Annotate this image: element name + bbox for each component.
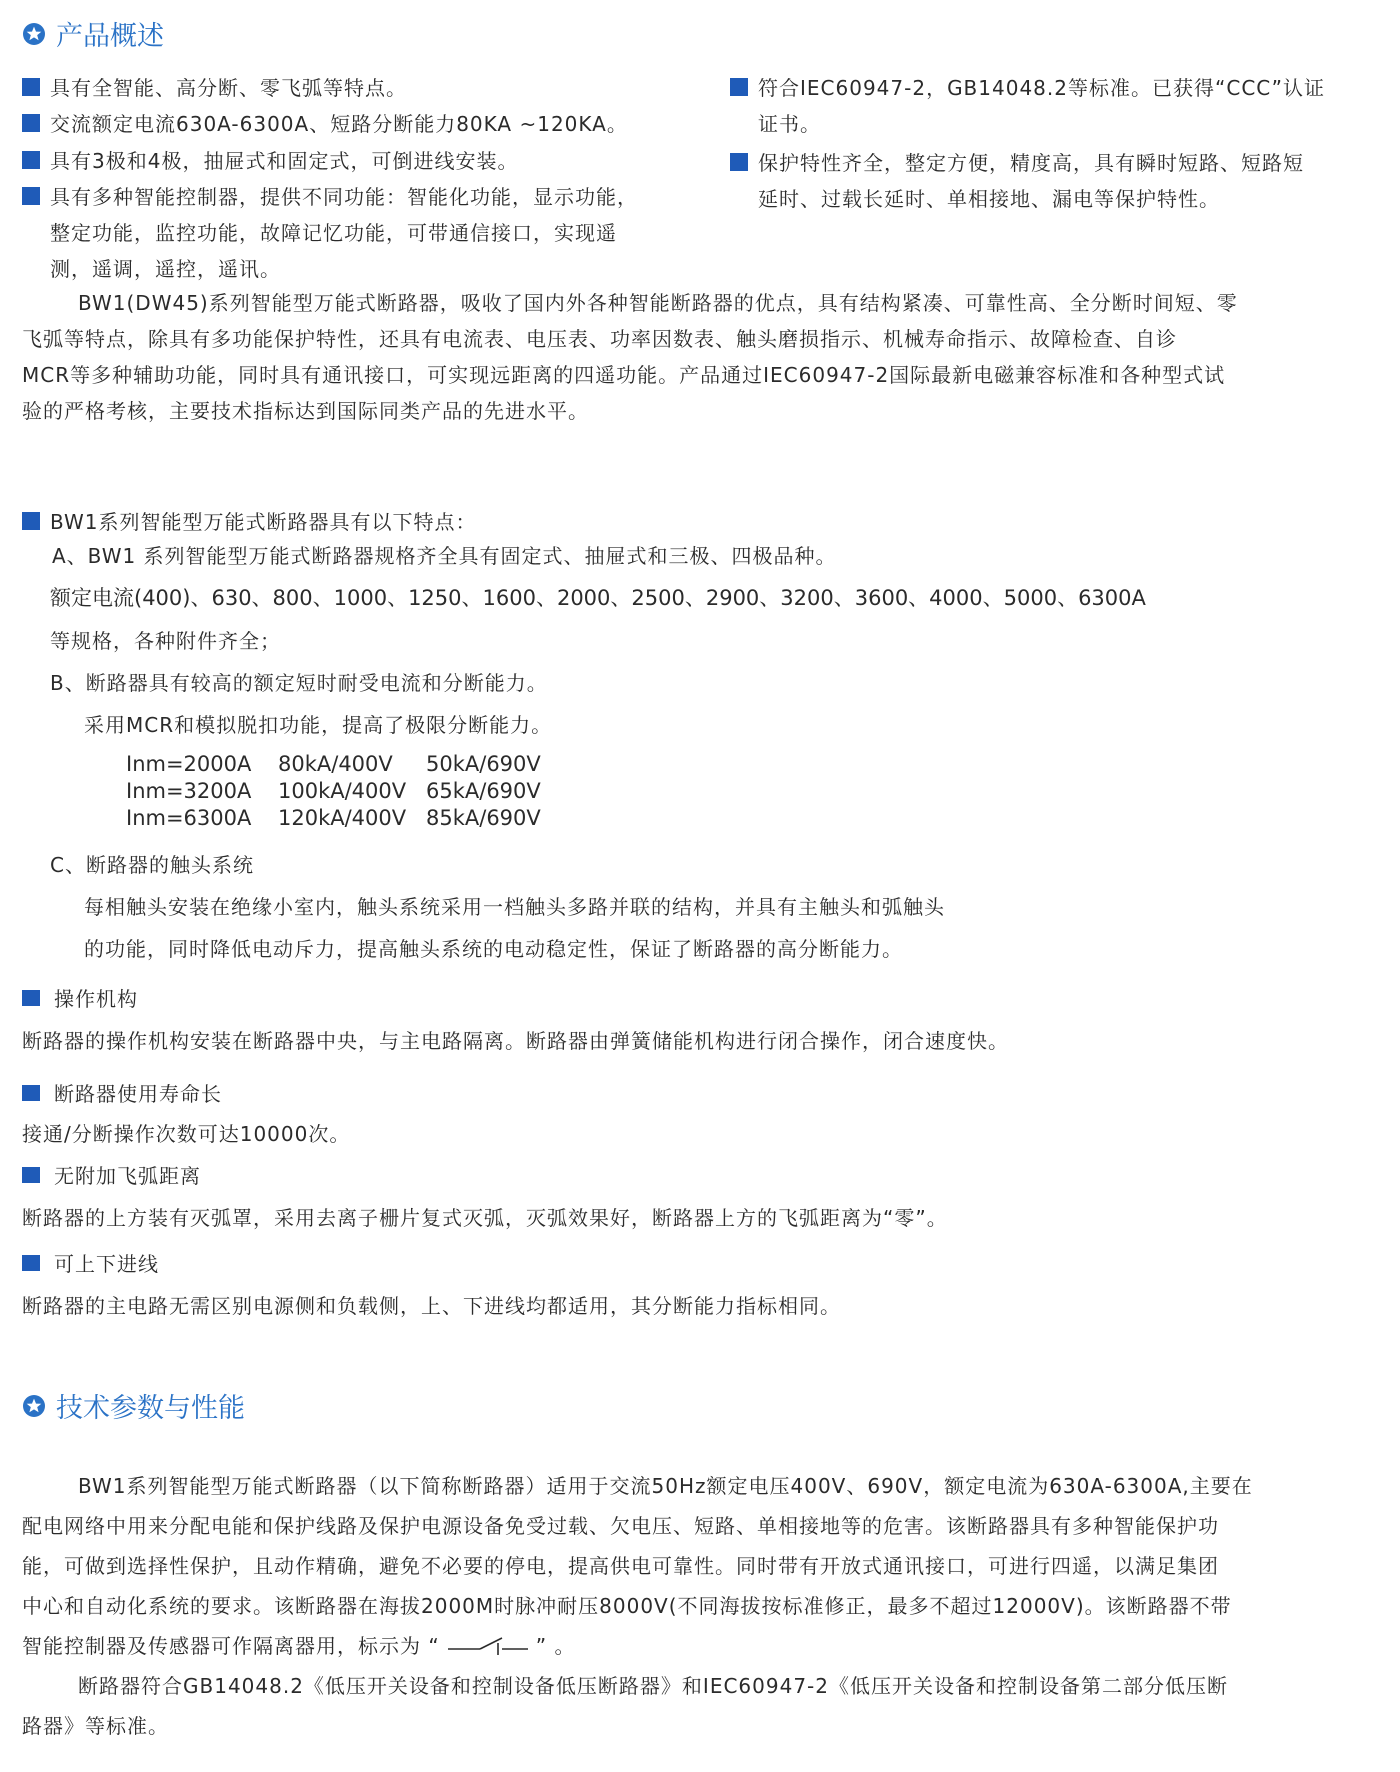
paragraph-line: 能，可做到选择性保护，且动作精确，避免不必要的停电，提高供电可靠性。同时带有开放式通讯接口，可进行四遥，以满足集团 bbox=[22, 1554, 1219, 1578]
bullet-square-icon bbox=[730, 78, 748, 96]
section-title-overview bbox=[22, 14, 164, 53]
spec-cell: Inm=6300A bbox=[126, 806, 252, 830]
bullet-square-icon bbox=[22, 1255, 40, 1271]
bullet-square-icon bbox=[22, 1167, 40, 1183]
feature-a-ratings: 额定电流(400)、630、800、1000、1250、1600、2000、2500、2900、3200、3600、4000、5000、6300A bbox=[50, 586, 1146, 610]
bullet-item bbox=[22, 145, 518, 174]
subsection-body: 接通/分断操作次数可达10000次。 bbox=[22, 1122, 351, 1146]
paragraph-text: ” 。 bbox=[535, 1634, 576, 1658]
spec-row bbox=[126, 806, 556, 833]
star-circle-icon bbox=[22, 22, 46, 46]
features-heading bbox=[22, 506, 477, 535]
bullet-text: 交流额定电流630A-6300A、短路分断能力80KA ~120KA。 bbox=[50, 112, 628, 136]
feature-a-line: 等规格，各种附件齐全； bbox=[50, 629, 281, 653]
bullet-text-continued: 延时、过载长延时、单相接地、漏电等保护特性。 bbox=[758, 187, 1220, 211]
bullet-item bbox=[730, 72, 1325, 101]
bullet-item bbox=[730, 147, 1304, 176]
heading-text: 断路器使用寿命长 bbox=[54, 1082, 222, 1106]
subsection-body: 断路器的操作机构安装在断路器中央，与主电路隔离。断路器由弹簧储能机构进行闭合操作，闭合速度快。 bbox=[22, 1029, 1009, 1053]
subsection-heading bbox=[22, 1078, 222, 1107]
bullet-item bbox=[22, 108, 628, 137]
paragraph-line: 配电网络中用来分配电能和保护线路及保护电源设备免受过载、欠电压、短路、单相接地等的危害。该断路器具有多种智能保护功 bbox=[22, 1514, 1219, 1538]
spec-table bbox=[126, 752, 556, 833]
section-title-text: 产品概述 bbox=[56, 21, 164, 52]
paragraph-line: BW1(DW45)系列智能型万能式断路器，吸收了国内外各种智能断路器的优点，具有结构紧凑、可靠性高、全分断时间短、零 bbox=[78, 291, 1238, 315]
section-title-specs bbox=[22, 1386, 245, 1425]
paragraph-line: 飞弧等特点，除具有多功能保护特性，还具有电流表、电压表、功率因数表、触头磨损指示、机械寿命指示、故障检查、自诊 bbox=[22, 327, 1177, 351]
spec-row bbox=[126, 779, 556, 806]
paragraph-line: 断路器符合GB14048.2《低压开关设备和控制设备低压断路器》和IEC60947-2《低压开关设备和控制设备第二部分低压断 bbox=[78, 1674, 1228, 1698]
subsection-heading bbox=[22, 983, 138, 1012]
spec-cell: 85kA/690V bbox=[426, 806, 541, 830]
paragraph-line: 验的严格考核，主要技术指标达到国际同类产品的先进水平。 bbox=[22, 399, 589, 423]
section-title-text: 技术参数与性能 bbox=[56, 1393, 245, 1424]
bullet-square-icon bbox=[22, 151, 40, 169]
paragraph-line: MCR等多种辅助功能，同时具有通讯接口，可实现远距离的四遥功能。产品通过IEC60947-2国际最新电磁兼容标准和各种型式试 bbox=[22, 363, 1226, 387]
spec-cell: 80kA/400V bbox=[278, 752, 393, 776]
paragraph-text: 智能控制器及传感器可作隔离器用，标示为 “ bbox=[22, 1634, 440, 1658]
bullet-text-continued: 证书。 bbox=[758, 112, 821, 136]
spec-cell: Inm=2000A bbox=[126, 752, 252, 776]
subsection-heading bbox=[22, 1160, 201, 1189]
spec-cell: 65kA/690V bbox=[426, 779, 541, 803]
heading-text: 可上下进线 bbox=[54, 1252, 159, 1276]
heading-text: 操作机构 bbox=[54, 987, 138, 1011]
feature-b-line: B、断路器具有较高的额定短时耐受电流和分断能力。 bbox=[50, 671, 548, 695]
spec-cell: 50kA/690V bbox=[426, 752, 541, 776]
feature-c-line: 的功能，同时降低电动斥力，提高触头系统的电动稳定性，保证了断路器的高分断能力。 bbox=[84, 937, 903, 961]
paragraph-line: 中心和自动化系统的要求。该断路器在海拔2000M时脉冲耐压8000V(不同海拔按标准修正，最多不超过12000V)。该断路器不带 bbox=[22, 1594, 1232, 1618]
bullet-item bbox=[22, 181, 638, 210]
spec-cell: Inm=3200A bbox=[126, 779, 252, 803]
bullet-square-icon bbox=[22, 114, 40, 132]
bullet-text: 保护特性齐全，整定方便，精度高，具有瞬时短路、短路短 bbox=[758, 151, 1304, 175]
bullet-square-icon bbox=[22, 1085, 40, 1101]
spec-cell: 120kA/400V bbox=[278, 806, 407, 830]
paragraph-line bbox=[22, 1630, 575, 1659]
bullet-text: 具有全智能、高分断、零飞弧等特点。 bbox=[50, 76, 407, 100]
feature-b-line: 采用MCR和模拟脱扣功能，提高了极限分断能力。 bbox=[84, 713, 553, 737]
paragraph-line: BW1系列智能型万能式断路器（以下简称断路器）适用于交流50Hz额定电压400V、690V，额定电流为630A-6300A,主要在 bbox=[78, 1474, 1253, 1498]
bullet-text: 符合IEC60947-2，GB14048.2等标准。已获得“CCC”认证 bbox=[758, 76, 1325, 100]
bullet-square-icon bbox=[22, 990, 40, 1006]
bullet-text: 具有多种智能控制器，提供不同功能：智能化功能，显示功能， bbox=[50, 185, 638, 209]
bullet-square-icon bbox=[730, 153, 748, 171]
bullet-square-icon bbox=[22, 512, 40, 530]
bullet-square-icon bbox=[22, 187, 40, 205]
bullet-square-icon bbox=[22, 78, 40, 96]
subsection-heading bbox=[22, 1248, 159, 1277]
paragraph-line: 路器》等标准。 bbox=[22, 1714, 169, 1738]
spec-row bbox=[126, 752, 556, 779]
feature-c-line: C、断路器的触头系统 bbox=[50, 853, 254, 877]
subsection-body: 断路器的主电路无需区别电源侧和负载侧，上、下进线均都适用，其分断能力指标相同。 bbox=[22, 1294, 841, 1318]
bullet-item bbox=[22, 72, 407, 101]
star-circle-icon bbox=[22, 1394, 46, 1418]
spec-cell: 100kA/400V bbox=[278, 779, 407, 803]
bullet-text: 具有3极和4极，抽屉式和固定式，可倒进线安装。 bbox=[50, 149, 519, 173]
subsection-body: 断路器的上方装有灭弧罩，采用去离子栅片复式灭弧，灭弧效果好，断路器上方的飞弧距离为“零”。 bbox=[22, 1206, 948, 1230]
bullet-text-continued: 整定功能，监控功能，故障记忆功能，可带通信接口，实现遥 bbox=[50, 221, 617, 245]
feature-c-line: 每相触头安装在绝缘小室内，触头系统采用一档触头多路并联的结构，并具有主触头和弧触头 bbox=[84, 895, 945, 919]
feature-a-line: A、BW1 系列智能型万能式断路器规格齐全具有固定式、抽屉式和三极、四极品种。 bbox=[52, 544, 837, 568]
bullet-text-continued: 测，遥调，遥控，遥讯。 bbox=[50, 257, 281, 281]
isolator-symbol-icon bbox=[446, 1635, 530, 1655]
heading-text: 无附加飞弧距离 bbox=[54, 1164, 201, 1188]
heading-text: BW1系列智能型万能式断路器具有以下特点： bbox=[50, 510, 477, 534]
